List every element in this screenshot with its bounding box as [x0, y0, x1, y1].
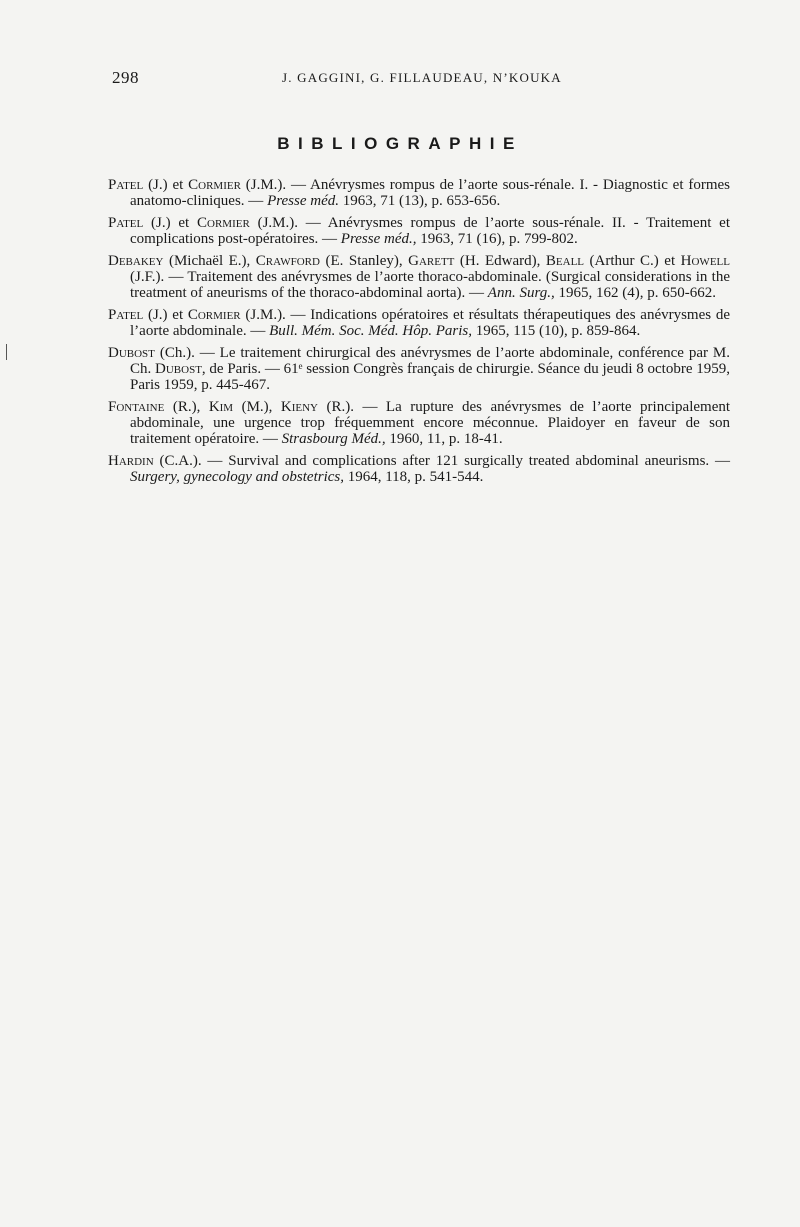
reference-text: (J.) et — [143, 307, 188, 323]
journal-title: Bull. Mém. Soc. Méd. Hôp. Paris, — [269, 323, 473, 339]
reference-text: 1963, 71 (16), p. 799-802. — [416, 231, 578, 247]
author-name: Howell — [680, 253, 730, 269]
reference-6 — [108, 399, 730, 447]
reference-text: 1963, 71 (13), p. 653-656. — [339, 193, 501, 209]
reference-text: (M.), — [233, 399, 281, 415]
reference-1 — [108, 177, 730, 209]
reference-text: , de Paris. — 61ᵉ session Congrès français de chirurgie. Séance du jeudi 8 octobre 1959, Paris 1959, p. 445-467. — [130, 361, 730, 393]
reference-text: (J.) et — [143, 215, 198, 231]
reference-text: (J.F.). — Traitement des anévrysmes de l’aorte thoraco-abdominale. (Surgical considerations in the treatment of aneurisms of the thoraco-abdominal aorta). — — [130, 269, 730, 301]
reference-text: (Michaël E.), — [163, 253, 256, 269]
journal-title: Ann. Surg., — [487, 285, 555, 301]
reference-text: (J.M.). — Anévrysmes rompus de l’aorte sous-rénale. II. - Traitement et complications post-opératoires. — — [130, 215, 730, 247]
author-name: Cormier — [187, 307, 241, 323]
author-name: Kieny — [280, 399, 318, 415]
reference-text: 1960, 11, p. 18-41. — [385, 431, 503, 447]
author-name: Crawford — [255, 253, 320, 269]
journal-title: Presse méd., — [340, 231, 417, 247]
reference-text: (J.M.). — Anévrysmes rompus de l’aorte sous-rénale. I. - Diagnostic et formes anatomo-cliniques. — — [130, 177, 730, 209]
reference-text: 1964, 118, p. 541-544. — [343, 469, 484, 485]
author-name: Hardin — [108, 453, 154, 469]
reference-5 — [108, 345, 730, 393]
reference-text: (Arthur C.) et — [584, 253, 681, 269]
author-name: Dubost — [155, 361, 202, 377]
author-name: Patel — [108, 307, 144, 323]
author-name: Dubost — [108, 345, 155, 361]
reference-2 — [108, 215, 730, 247]
section-title: BIBLIOGRAPHIE — [277, 134, 523, 153]
edge-mark — [6, 344, 7, 360]
reference-4 — [108, 307, 730, 339]
reference-7 — [108, 453, 730, 485]
reference-text: (J.) et — [143, 177, 189, 193]
author-name: Kim — [208, 399, 234, 415]
author-name: Cormier — [188, 177, 241, 193]
reference-text: 1965, 162 (4), p. 650-662. — [554, 285, 716, 301]
reference-text: 1965, 115 (10), p. 859-864. — [472, 323, 641, 339]
author-name: Garett — [408, 253, 455, 269]
reference-text: (H. Edward), — [454, 253, 546, 269]
page-number: 298 — [112, 68, 139, 87]
journal-title: Surgery, gynecology and obstetrics, — [130, 469, 344, 485]
bibliography-list — [108, 177, 730, 491]
author-name: Fontaine — [108, 399, 165, 415]
author-name: Patel — [108, 215, 144, 231]
journal-title: Strasbourg Méd., — [281, 431, 386, 447]
running-head: J. GAGGINI, G. FILLAUDEAU, N’KOUKA — [282, 70, 562, 85]
journal-title: Presse méd. — [267, 193, 339, 209]
reference-text: (Ch.). — Le traitement chirurgical des anévrysmes de l’aorte abdominale, conférence par M. Ch. — [130, 345, 730, 377]
author-name: Beall — [545, 253, 585, 269]
reference-text: (E. Stanley), — [319, 253, 409, 269]
author-name: Cormier — [197, 215, 250, 231]
reference-3 — [108, 253, 730, 301]
reference-text: (R.), — [164, 399, 209, 415]
reference-text: (C.A.). — Survival and complications after 121 surgically treated abdominal aneurisms. — — [153, 453, 730, 469]
reference-text: (J.M.). — Indications opératoires et résultats thérapeutiques des anévrysmes de l’aorte abdominale. — — [130, 307, 730, 339]
author-name: Debakey — [108, 253, 164, 269]
reference-text: (R.). — La rupture des anévrysmes de l’aorte principalement abdominale, une urgence trop fréquemment encore méconnue. Plaidoyer en faveur de son traitement opératoire. — — [130, 399, 731, 447]
author-name: Patel — [108, 177, 144, 193]
